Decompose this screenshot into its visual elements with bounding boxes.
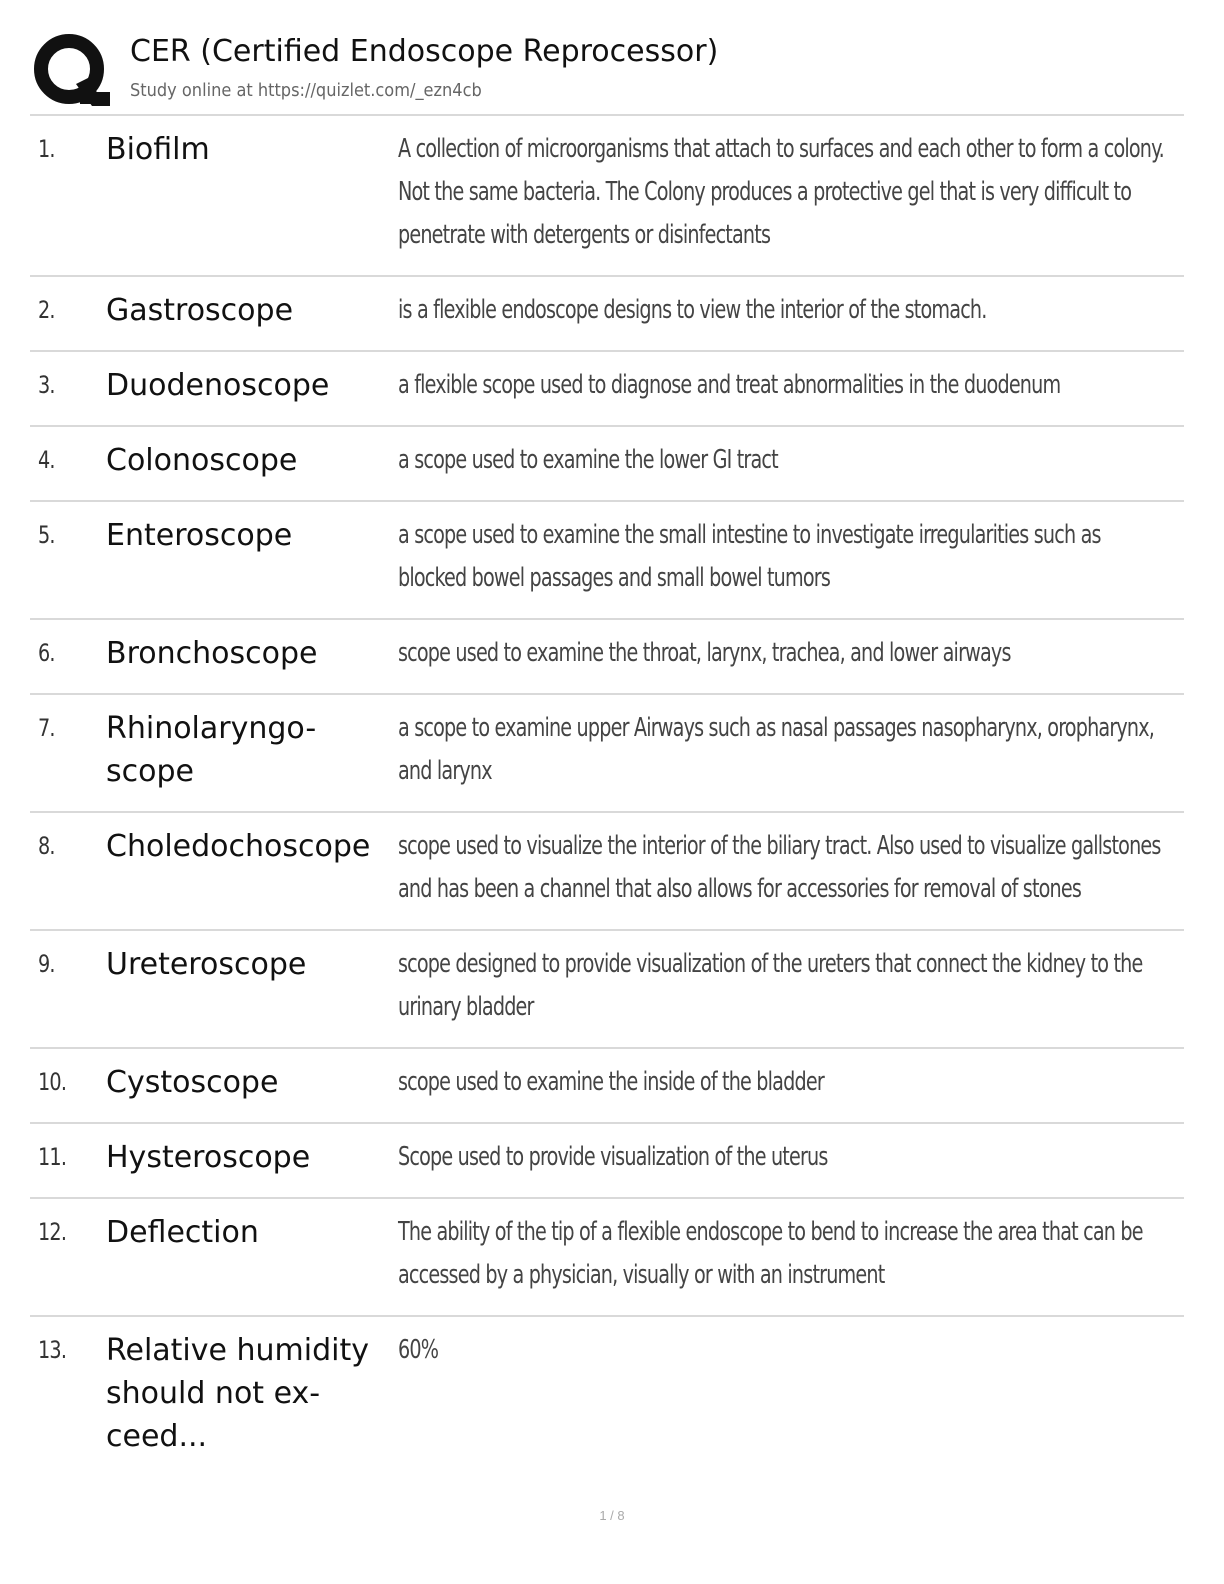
card-definition [398, 289, 1184, 332]
page-number: 1 / 8 [599, 1508, 625, 1523]
card-definition-text: a flexible scope used to diagnose and treat abnormalities in the duodenum [398, 370, 1061, 400]
card-definition-text: scope used to visualize the interior of the biliary tract. Also used to visualize gallstones and has been a channel that also allows for accessories for removal of stones [398, 831, 1161, 904]
card-definition-text: a scope used to examine the lower GI tract [398, 445, 778, 475]
card-term: Deflection [106, 1215, 259, 1250]
flashcard-row [30, 620, 1184, 695]
flashcard-row [30, 813, 1184, 931]
card-term: Biofilm [106, 132, 210, 167]
card-number: 5. [38, 521, 55, 549]
card-term: Bronchoscope [106, 636, 318, 671]
card-definition [398, 1136, 1184, 1179]
card-definition [398, 439, 1184, 482]
card-definition [398, 825, 1184, 911]
card-term: Colonoscope [106, 443, 298, 478]
card-number: 6. [38, 639, 55, 667]
card-definition [398, 1329, 1184, 1372]
card-number: 8. [38, 832, 55, 860]
card-term: Relative humidity should not ex- ceed... [106, 1333, 369, 1454]
flashcard-row [30, 427, 1184, 502]
card-number: 2. [38, 296, 55, 324]
card-term: Gastroscope [106, 293, 294, 328]
card-number: 11. [38, 1143, 67, 1171]
card-definition-text: 60% [398, 1335, 439, 1365]
card-number: 13. [38, 1336, 67, 1364]
card-definition [398, 1211, 1184, 1297]
card-definition [398, 128, 1184, 257]
flashcard-row [30, 931, 1184, 1049]
card-definition [398, 707, 1184, 793]
card-definition-text: scope used to examine the inside of the bladder [398, 1067, 824, 1097]
flashcard-row [30, 352, 1184, 427]
card-definition [398, 514, 1184, 600]
card-number: 7. [38, 714, 55, 742]
document-header [30, 28, 1184, 116]
card-term: Hysteroscope [106, 1140, 311, 1175]
card-number: 3. [38, 371, 55, 399]
card-number: 9. [38, 950, 55, 978]
card-number: 1. [38, 135, 55, 163]
card-definition-text: a scope to examine upper Airways such as nasal passages nasopharynx, oropharynx, and larynx [398, 713, 1155, 786]
quizlet-logo-icon [32, 32, 110, 110]
card-number: 10. [38, 1068, 67, 1096]
flashcard-row [30, 502, 1184, 620]
card-definition [398, 632, 1184, 675]
card-definition [398, 364, 1184, 407]
flashcard-row [30, 1124, 1184, 1199]
card-definition-text: The ability of the tip of a flexible endoscope to bend to increase the area that can be accessed by a physician, visually or with an instrument [398, 1217, 1143, 1290]
card-definition-text: scope designed to provide visualization of the ureters that connect the kidney to the urinary bladder [398, 949, 1143, 1022]
card-definition-text: scope used to examine the throat, larynx, trachea, and lower airways [398, 638, 1011, 668]
card-number: 12. [38, 1218, 67, 1246]
card-term: Enteroscope [106, 518, 293, 553]
flashcard-row [30, 1199, 1184, 1317]
card-definition-text: A collection of microorganisms that attach to surfaces and each other to form a colony. Not the same bacteria. The Colony produces a protective gel that is very difficult to penetrate with detergents or disinfectants [398, 134, 1164, 250]
card-term: Duodenoscope [106, 368, 330, 403]
card-term: Choledochoscope [106, 829, 371, 864]
card-definition [398, 943, 1184, 1029]
set-title: CER (Certified Endoscope Reprocessor) [130, 34, 719, 69]
flashcard-row [30, 695, 1184, 813]
flashcard-row [30, 1317, 1184, 1476]
card-definition-text: a scope used to examine the small intestine to investigate irregularities such as blocked bowel passages and small bowel tumors [398, 520, 1101, 593]
flashcard-row [30, 1049, 1184, 1124]
card-definition-text: Scope used to provide visualization of the uterus [398, 1142, 828, 1172]
card-definition [398, 1061, 1184, 1104]
card-definition-text: is a flexible endoscope designs to view the interior of the stomach. [398, 295, 987, 325]
flashcard-row [30, 116, 1184, 277]
flashcard-row [30, 277, 1184, 352]
card-term: Ureteroscope [106, 947, 307, 982]
card-term: Rhinolaryngo- scope [106, 711, 317, 789]
card-number: 4. [38, 446, 55, 474]
set-url: Study online at https://quizlet.com/_ezn4cb [130, 80, 482, 101]
flashcard-list [30, 116, 1184, 1476]
card-term: Cystoscope [106, 1065, 279, 1100]
